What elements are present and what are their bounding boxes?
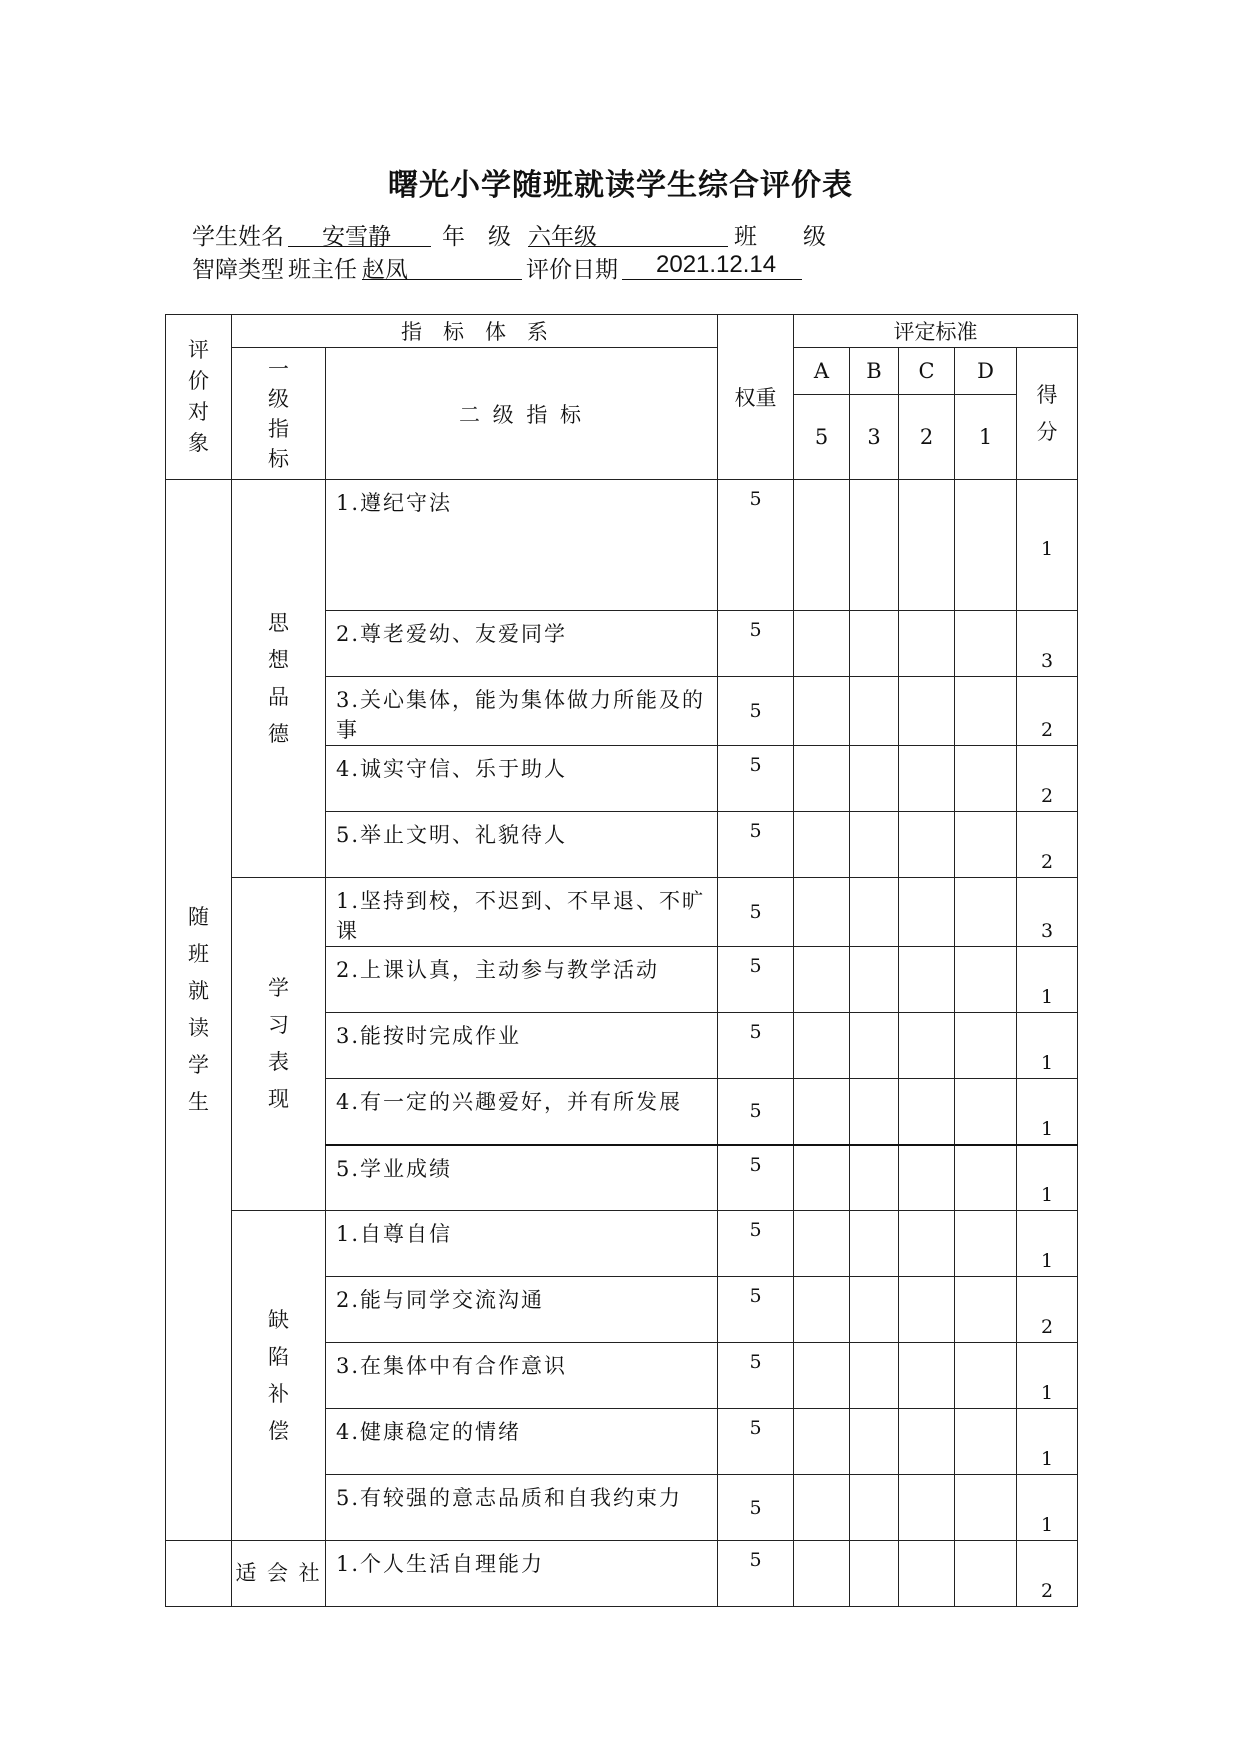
header-eval-object: 评 价 对 象 <box>166 315 232 480</box>
weight-cell: 5 <box>718 1541 794 1607</box>
grade-cell <box>794 947 850 1013</box>
grade-cell <box>955 1079 1017 1145</box>
grade-d: D <box>955 348 1017 395</box>
weight-cell: 5 <box>718 1277 794 1343</box>
type-label: 智障类型 <box>192 257 284 283</box>
grade-b: B <box>850 348 899 395</box>
score-cell: 3 <box>1017 611 1078 677</box>
teacher-value: 赵凤 <box>362 257 408 283</box>
weight-cell: 5 <box>718 746 794 812</box>
grade-cell <box>955 1145 1017 1211</box>
grade-cell <box>899 1079 955 1145</box>
grade-c: C <box>899 348 955 395</box>
score-cell: 2 <box>1017 746 1078 812</box>
indicator-text: 2.尊老爱幼、友爱同学 <box>326 611 718 677</box>
grade-cell <box>955 1343 1017 1409</box>
date-value: 2021.12.14 <box>656 251 777 278</box>
grade-cell <box>850 1409 899 1475</box>
score-cell: 3 <box>1017 878 1078 947</box>
weight-cell: 5 <box>718 677 794 746</box>
grade-cell <box>850 1211 899 1277</box>
grade-cell <box>955 1211 1017 1277</box>
grade-cell <box>899 480 955 611</box>
weight-cell: 5 <box>718 947 794 1013</box>
teacher-label: 班主任 <box>288 257 357 283</box>
grade-a: A <box>794 348 850 395</box>
grade-b-points: 3 <box>850 395 899 480</box>
grade-cell <box>850 1541 899 1607</box>
grade-cell <box>850 1013 899 1079</box>
indicator-text: 1.坚持到校，不迟到、不早退、不旷课 <box>326 878 718 947</box>
grade-cell <box>850 1343 899 1409</box>
score-cell: 1 <box>1017 1475 1078 1541</box>
indicator-text: 1.个人生活自理能力 <box>326 1541 718 1607</box>
weight-cell: 5 <box>718 1475 794 1541</box>
group-name: 适 会 社 <box>232 1541 326 1607</box>
grade-cell <box>850 878 899 947</box>
header-level2: 二 级 指 标 <box>326 348 718 480</box>
table-row <box>166 1211 1078 1277</box>
grade-cell <box>794 1541 850 1607</box>
grade-cell <box>850 1079 899 1145</box>
indicator-text: 4.有一定的兴趣爱好，并有所发展 <box>326 1079 718 1145</box>
grade-cell <box>794 611 850 677</box>
score-cell: 1 <box>1017 1079 1078 1145</box>
grade-cell <box>955 947 1017 1013</box>
score-cell: 1 <box>1017 1145 1078 1211</box>
weight-cell: 5 <box>718 1343 794 1409</box>
indicator-text: 1.自尊自信 <box>326 1211 718 1277</box>
grade-a-points: 5 <box>794 395 850 480</box>
evaluation-table <box>165 314 1078 1607</box>
indicator-text: 2.能与同学交流沟通 <box>326 1277 718 1343</box>
grade-cell <box>794 878 850 947</box>
table-row <box>166 1541 1078 1607</box>
grade-cell <box>850 677 899 746</box>
name-value: 安雪静 <box>322 224 391 250</box>
header-score: 得 分 <box>1017 348 1078 480</box>
indicator-text: 5.有较强的意志品质和自我约束力 <box>326 1475 718 1541</box>
eval-target: 随 班 就 读 学 生 <box>166 480 232 1541</box>
score-cell: 1 <box>1017 1211 1078 1277</box>
group-name: 缺 陷 补 偿 <box>232 1211 326 1541</box>
score-cell: 1 <box>1017 1013 1078 1079</box>
score-cell: 1 <box>1017 1343 1078 1409</box>
grade-cell <box>794 480 850 611</box>
date-label: 评价日期 <box>526 257 618 283</box>
grade-cell <box>955 1013 1017 1079</box>
grade-d-points: 1 <box>955 395 1017 480</box>
header-level1: 一 级 指 标 <box>232 348 326 480</box>
weight-cell: 5 <box>718 611 794 677</box>
grade-cell <box>850 1475 899 1541</box>
grade-cell <box>899 611 955 677</box>
grade-cell <box>899 812 955 878</box>
weight-cell: 5 <box>718 1409 794 1475</box>
indicator-text: 1.遵纪守法 <box>326 480 718 611</box>
grade-cell <box>955 878 1017 947</box>
grade-cell <box>955 677 1017 746</box>
grade-cell <box>794 1013 850 1079</box>
grade-cell <box>850 1277 899 1343</box>
indicator-text: 3.能按时完成作业 <box>326 1013 718 1079</box>
group-name: 思 想 品 德 <box>232 480 326 878</box>
header-index-system: 指 标 体 系 <box>232 315 718 348</box>
grade-cell <box>850 1145 899 1211</box>
grade-cell <box>850 812 899 878</box>
name-label: 学生姓名 <box>192 224 284 250</box>
grade-cell <box>850 746 899 812</box>
weight-cell: 5 <box>718 812 794 878</box>
class-label: 班 级 <box>734 224 826 250</box>
grade-cell <box>794 677 850 746</box>
grade-cell <box>955 1409 1017 1475</box>
indicator-text: 2.上课认真，主动参与教学活动 <box>326 947 718 1013</box>
grade-cell <box>850 480 899 611</box>
grade-cell <box>899 746 955 812</box>
indicator-text: 4.健康稳定的情绪 <box>326 1409 718 1475</box>
grade-cell <box>955 480 1017 611</box>
grade-cell <box>794 1277 850 1343</box>
grade-cell <box>899 1211 955 1277</box>
grade-cell <box>794 1079 850 1145</box>
score-cell: 1 <box>1017 1409 1078 1475</box>
indicator-text: 4.诚实守信、乐于助人 <box>326 746 718 812</box>
grade-cell <box>794 1343 850 1409</box>
grade-cell <box>850 611 899 677</box>
grade-cell <box>899 677 955 746</box>
header-weight: 权重 <box>718 315 794 480</box>
grade-cell <box>955 746 1017 812</box>
table-row <box>166 480 1078 611</box>
indicator-text: 5.举止文明、礼貌待人 <box>326 812 718 878</box>
score-cell: 2 <box>1017 677 1078 746</box>
weight-cell: 5 <box>718 1145 794 1211</box>
grade-cell <box>899 1343 955 1409</box>
score-cell: 1 <box>1017 480 1078 611</box>
grade-cell <box>899 1013 955 1079</box>
score-cell: 2 <box>1017 1277 1078 1343</box>
weight-cell: 5 <box>718 1211 794 1277</box>
weight-cell: 5 <box>718 1013 794 1079</box>
grade-c-points: 2 <box>899 395 955 480</box>
grade-cell <box>794 1475 850 1541</box>
header-standard: 评定标准 <box>794 315 1078 348</box>
grade-cell <box>955 1277 1017 1343</box>
grade-cell <box>899 878 955 947</box>
grade-cell <box>899 1475 955 1541</box>
score-cell: 2 <box>1017 812 1078 878</box>
grade-cell <box>899 947 955 1013</box>
score-cell: 1 <box>1017 947 1078 1013</box>
eval-target-continued <box>166 1541 232 1607</box>
grade-label: 年 级 <box>442 224 511 250</box>
indicator-text: 3.在集体中有合作意识 <box>326 1343 718 1409</box>
grade-cell <box>899 1277 955 1343</box>
grade-cell <box>955 812 1017 878</box>
grade-value: 六年级 <box>528 224 597 250</box>
page-title: 曙光小学随班就读学生综合评价表 <box>388 168 853 203</box>
grade-cell <box>794 1409 850 1475</box>
table-row <box>166 878 1078 947</box>
weight-cell: 5 <box>718 1079 794 1145</box>
indicator-text: 3.关心集体，能为集体做力所能及的事 <box>326 677 718 746</box>
weight-cell: 5 <box>718 878 794 947</box>
grade-cell <box>794 812 850 878</box>
weight-cell: 5 <box>718 480 794 611</box>
grade-cell <box>794 1145 850 1211</box>
grade-cell <box>794 1211 850 1277</box>
indicator-text: 5.学业成绩 <box>326 1145 718 1211</box>
group-name: 学 习 表 现 <box>232 878 326 1211</box>
grade-cell <box>955 611 1017 677</box>
grade-cell <box>794 746 850 812</box>
grade-cell <box>899 1409 955 1475</box>
grade-cell <box>850 947 899 1013</box>
grade-cell <box>899 1541 955 1607</box>
score-cell: 2 <box>1017 1541 1078 1607</box>
grade-cell <box>955 1541 1017 1607</box>
grade-cell <box>955 1475 1017 1541</box>
grade-cell <box>899 1145 955 1211</box>
